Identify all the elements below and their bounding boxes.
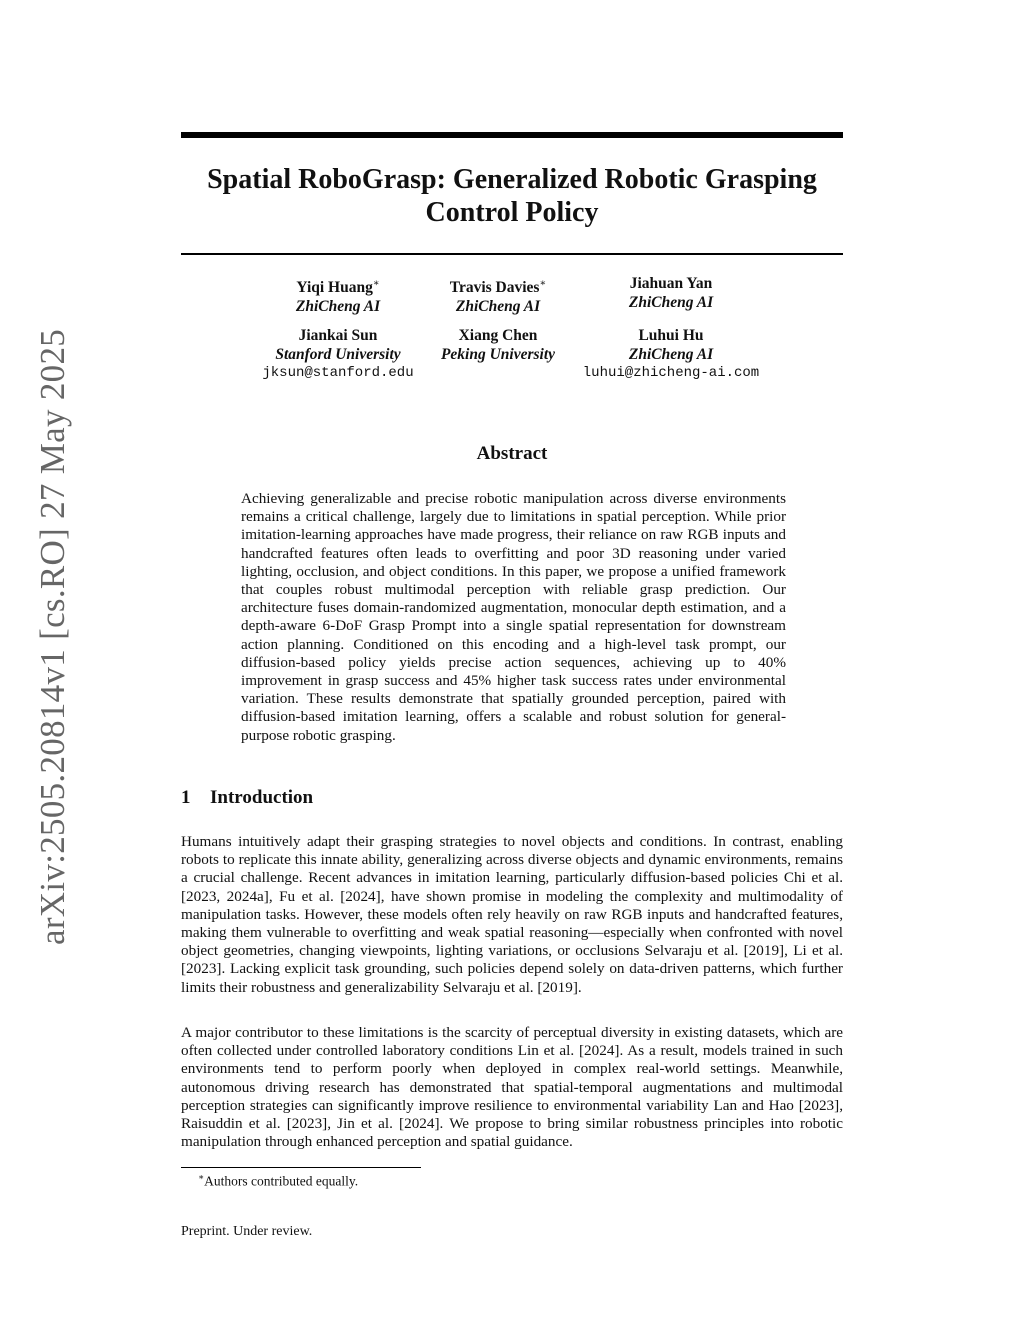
author-block [571,326,771,383]
author-email[interactable]: luhui@zhicheng-ai.com [582,365,760,381]
body-paragraph: A major contributor to these limitations is the scarcity of perceptual diversity in existing datasets, which are often collected under controlled laboratory conditions Lin et al. [2024]. As a result, models trained in such environments tend to perform poorly when deployed in complex real-world settings. Meanwhile, autonomous driving research has demonstrated that spatial-temporal augmentations and multimodal perception strategies can significantly improve resilience to environmental variability Lan and Hao [2023], Raisuddin et al. [2023], Jin et al. [2024]. We propose to bring similar robustness principles into robotic manipulation through enhanced perception and spatial guidance. [181,1024,843,1151]
equal-contribution-mark: ∗ [539,278,547,289]
paper-title: Spatial RoboGrasp: Generalized Robotic Grasping Control Policy [207,164,817,228]
author-affiliation: Stanford University [275,346,401,363]
author-affiliation: ZhiCheng AI [295,298,381,316]
body-paragraph: Humans intuitively adapt their grasping strategies to novel objects and conditions. In contrast, enabling robots to replicate this innate ability, generalizing across diverse objects and dynamic environments, remains a crucial challenge. Recent advances in imitation learning, particularly diffusion-based policies Chi et al. [2023, 2024a], Fu et al. [2024], have shown promise in modeling the complexity and multimodality of manipulation tasks. However, these models often rely heavily on raw RGB inputs and handcrafted features, making them vulnerable to overfitting and weak spatial reasoning—especially when confronted with novel object geometries, changing viewpoints, lighting variations, or occlusions Selvaraju et al. [2019], Li et al. [2023]. Lacking explicit task grounding, such policies depend solely on data-driven patterns, which further limits their robustness and generalizability Selvaraju et al. [2019]. [181,833,843,996]
author-name: Yiqi Huang∗ [296,278,380,297]
section-title: Introduction [210,787,314,808]
author-affiliation: ZhiCheng AI [628,294,714,311]
preprint-notice: Preprint. Under review. [181,1224,313,1239]
footnote-text: Authors contributed equally. [204,1173,359,1189]
author-email[interactable]: jksun@stanford.edu [262,365,414,381]
footnote [198,1172,358,1190]
author-block [571,274,771,312]
section-number: 1 [181,787,191,808]
author-name: Xiang Chen [458,327,538,344]
author-name: Jiahuan Yan [629,275,713,292]
author-block [398,274,598,316]
section-heading [181,787,313,809]
footnote-mark: ∗ [198,1172,205,1182]
author-block [398,326,598,364]
footnote-rule [181,1167,421,1168]
abstract-text: Achieving generalizable and precise robotic manipulation across diverse environments remains a critical challenge, largely due to limitations in spatial perception. While prior imitation-learning approaches have made progress, their reliance on raw RGB inputs and handcrafted features often leads to overfitting and poor 3D reasoning under varied lighting, occlusion, and object conditions. In this paper, we propose a unified framework that couples robust multimodal perception with reliable grasp prediction. Our architecture fuses domain-randomized augmentation, monocular depth estimation, and a depth-aware 6-DoF Grasp Prompt into a single spatial representation for downstream action planning. Conditioned on this encoding and a high-level task prompt, our diffusion-based policy yields precise action sequences, achieving up to 40% improvement in grasp success and 45% higher task success rates under environmental variation. These results demonstrate that spatially grounded perception, paired with diffusion-based imitation learning, offers a scalable and robust solution for general-purpose robotic grasping. [241,490,786,744]
author-affiliation: ZhiCheng AI [628,346,714,363]
equal-contribution-mark: ∗ [372,278,380,289]
arxiv-identifier: arXiv:2505.20814v1 [cs.RO] 27 May 2025 [33,328,72,945]
author-affiliation: Peking University [440,346,556,363]
abstract-heading: Abstract [476,443,548,464]
author-affiliation: ZhiCheng AI [455,298,541,316]
title-top-rule [181,132,843,138]
author-name: Jiankai Sun [298,327,378,344]
author-name: Luhui Hu [638,327,704,344]
author-name: Travis Davies∗ [449,278,547,297]
title-bottom-rule [181,253,843,255]
